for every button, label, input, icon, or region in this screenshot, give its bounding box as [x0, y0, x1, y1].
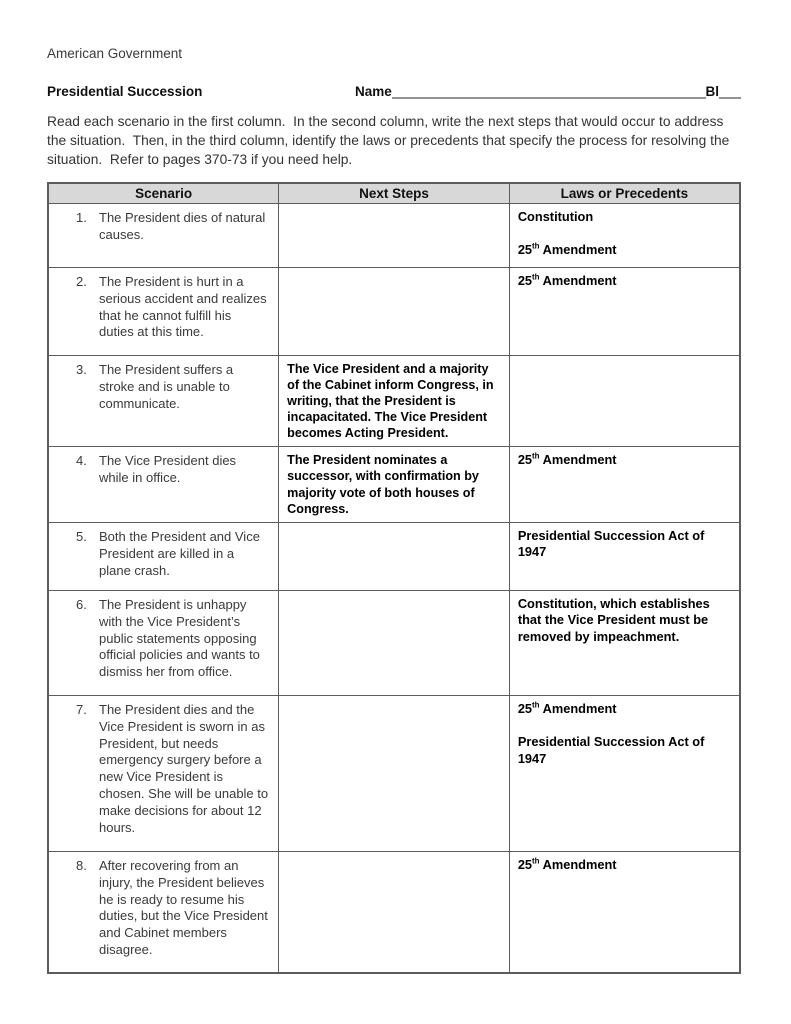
scenario-cell [48, 590, 279, 695]
title-row [47, 82, 741, 99]
law-text: 25th Amendment [517, 452, 617, 468]
scenario-text: The President is unhappy with the Vice President’s public statements opposing official policies and wants to dismiss her from office. [99, 596, 260, 680]
next-steps-cell [279, 695, 510, 851]
next-steps-cell [279, 355, 510, 447]
name-blank-line [392, 82, 706, 99]
scenario-number: 3. [76, 361, 87, 377]
scenario-number: 5. [76, 528, 87, 544]
scenario-text: The Vice President dies while in office. [99, 453, 237, 486]
scenario-text: The President dies and the Vice President is sworn in as President, but needs emergency surgery before a new Vice President is chosen. She will be unable to make decisions for about 12 hours. [99, 701, 269, 835]
law-text: 25th Amendment [517, 272, 617, 288]
table-header-row [48, 183, 740, 203]
scenario-text: After recovering from an injury, the President believes he is ready to resume his duties, but the Vice President and Cabinet members disagree. [99, 857, 268, 958]
name-suffix-blank-line [719, 82, 741, 99]
column-header-next-steps: Next Steps [279, 183, 510, 203]
name-label: Name [355, 84, 392, 99]
name-suffix-label: Bl [705, 84, 719, 99]
table-row [48, 590, 740, 695]
law-text: Constitution [517, 208, 594, 224]
scenario-text: Both the President and Vice President are killed in a plane crash. [99, 528, 260, 578]
table-row [48, 267, 740, 355]
scenario-cell [48, 203, 279, 267]
laws-cell [509, 203, 740, 267]
scenario-text: The President is hurt in a serious accident and realizes that he cannot fulfill his duties at this time. [99, 273, 267, 340]
table-row [48, 695, 740, 851]
table-row [48, 203, 740, 267]
scenario-number: 4. [76, 453, 87, 469]
laws-cell [509, 695, 740, 851]
column-header-laws: Laws or Precedents [509, 183, 740, 203]
scenario-cell [48, 447, 279, 522]
table-row [48, 447, 740, 522]
law-text: 25th Amendment [517, 856, 617, 872]
scenario-text: The President dies of natural causes. [99, 209, 266, 242]
scenario-number: 1. [76, 209, 87, 225]
next-steps-cell [279, 851, 510, 973]
law-text: 25th Amendment [517, 700, 617, 716]
table-row [48, 522, 740, 590]
next-steps-cell [279, 203, 510, 267]
scenario-cell [48, 355, 279, 447]
scenario-number: 8. [76, 857, 87, 873]
table-header [48, 183, 740, 203]
scenario-number: 7. [76, 701, 87, 717]
table-row [48, 851, 740, 973]
scenario-cell [48, 695, 279, 851]
scenario-number: 6. [76, 596, 87, 612]
table-body [48, 203, 740, 973]
scenario-cell [48, 522, 279, 590]
name-field [355, 82, 741, 99]
laws-cell [509, 355, 740, 447]
worksheet-title: Presidential Succession [47, 84, 203, 99]
column-header-scenario: Scenario [48, 183, 279, 203]
laws-cell [509, 447, 740, 522]
law-text: Constitution, which establishes that the Vice President must be removed by impeachment. [517, 595, 710, 644]
scenario-number: 2. [76, 273, 87, 289]
instructions-text: Read each scenario in the first column. In the second column, write the next steps that would occur to address the situation. Then, in the third column, identify the laws or precedents that specify the process for resolving the situation. Refer to pages 370-73 if you need help. [47, 114, 734, 167]
next-steps-text: The Vice President and a majority of the Cabinet inform Congress, in writing, that the President is incapacitated. The Vice President becomes Acting President. [287, 361, 494, 441]
next-steps-text: The President nominates a successor, with confirmation by majority vote of both houses of Congress. [287, 453, 479, 516]
laws-cell [509, 851, 740, 973]
next-steps-cell [279, 590, 510, 695]
law-text: Presidential Succession Act of 1947 [517, 734, 705, 766]
scenario-text: The President suffers a stroke and is unable to communicate. [99, 361, 234, 411]
laws-cell [509, 267, 740, 355]
scenario-cell [48, 851, 279, 973]
law-text: Presidential Succession Act of 1947 [517, 527, 705, 560]
laws-cell [509, 590, 740, 695]
laws-cell [509, 522, 740, 590]
next-steps-cell [279, 447, 510, 522]
next-steps-cell [279, 522, 510, 590]
next-steps-cell [279, 267, 510, 355]
law-text: 25th Amendment [517, 242, 617, 258]
scenario-table [47, 182, 741, 974]
scenario-cell [48, 267, 279, 355]
table-row [48, 355, 740, 447]
course-title: American Government [47, 46, 183, 61]
